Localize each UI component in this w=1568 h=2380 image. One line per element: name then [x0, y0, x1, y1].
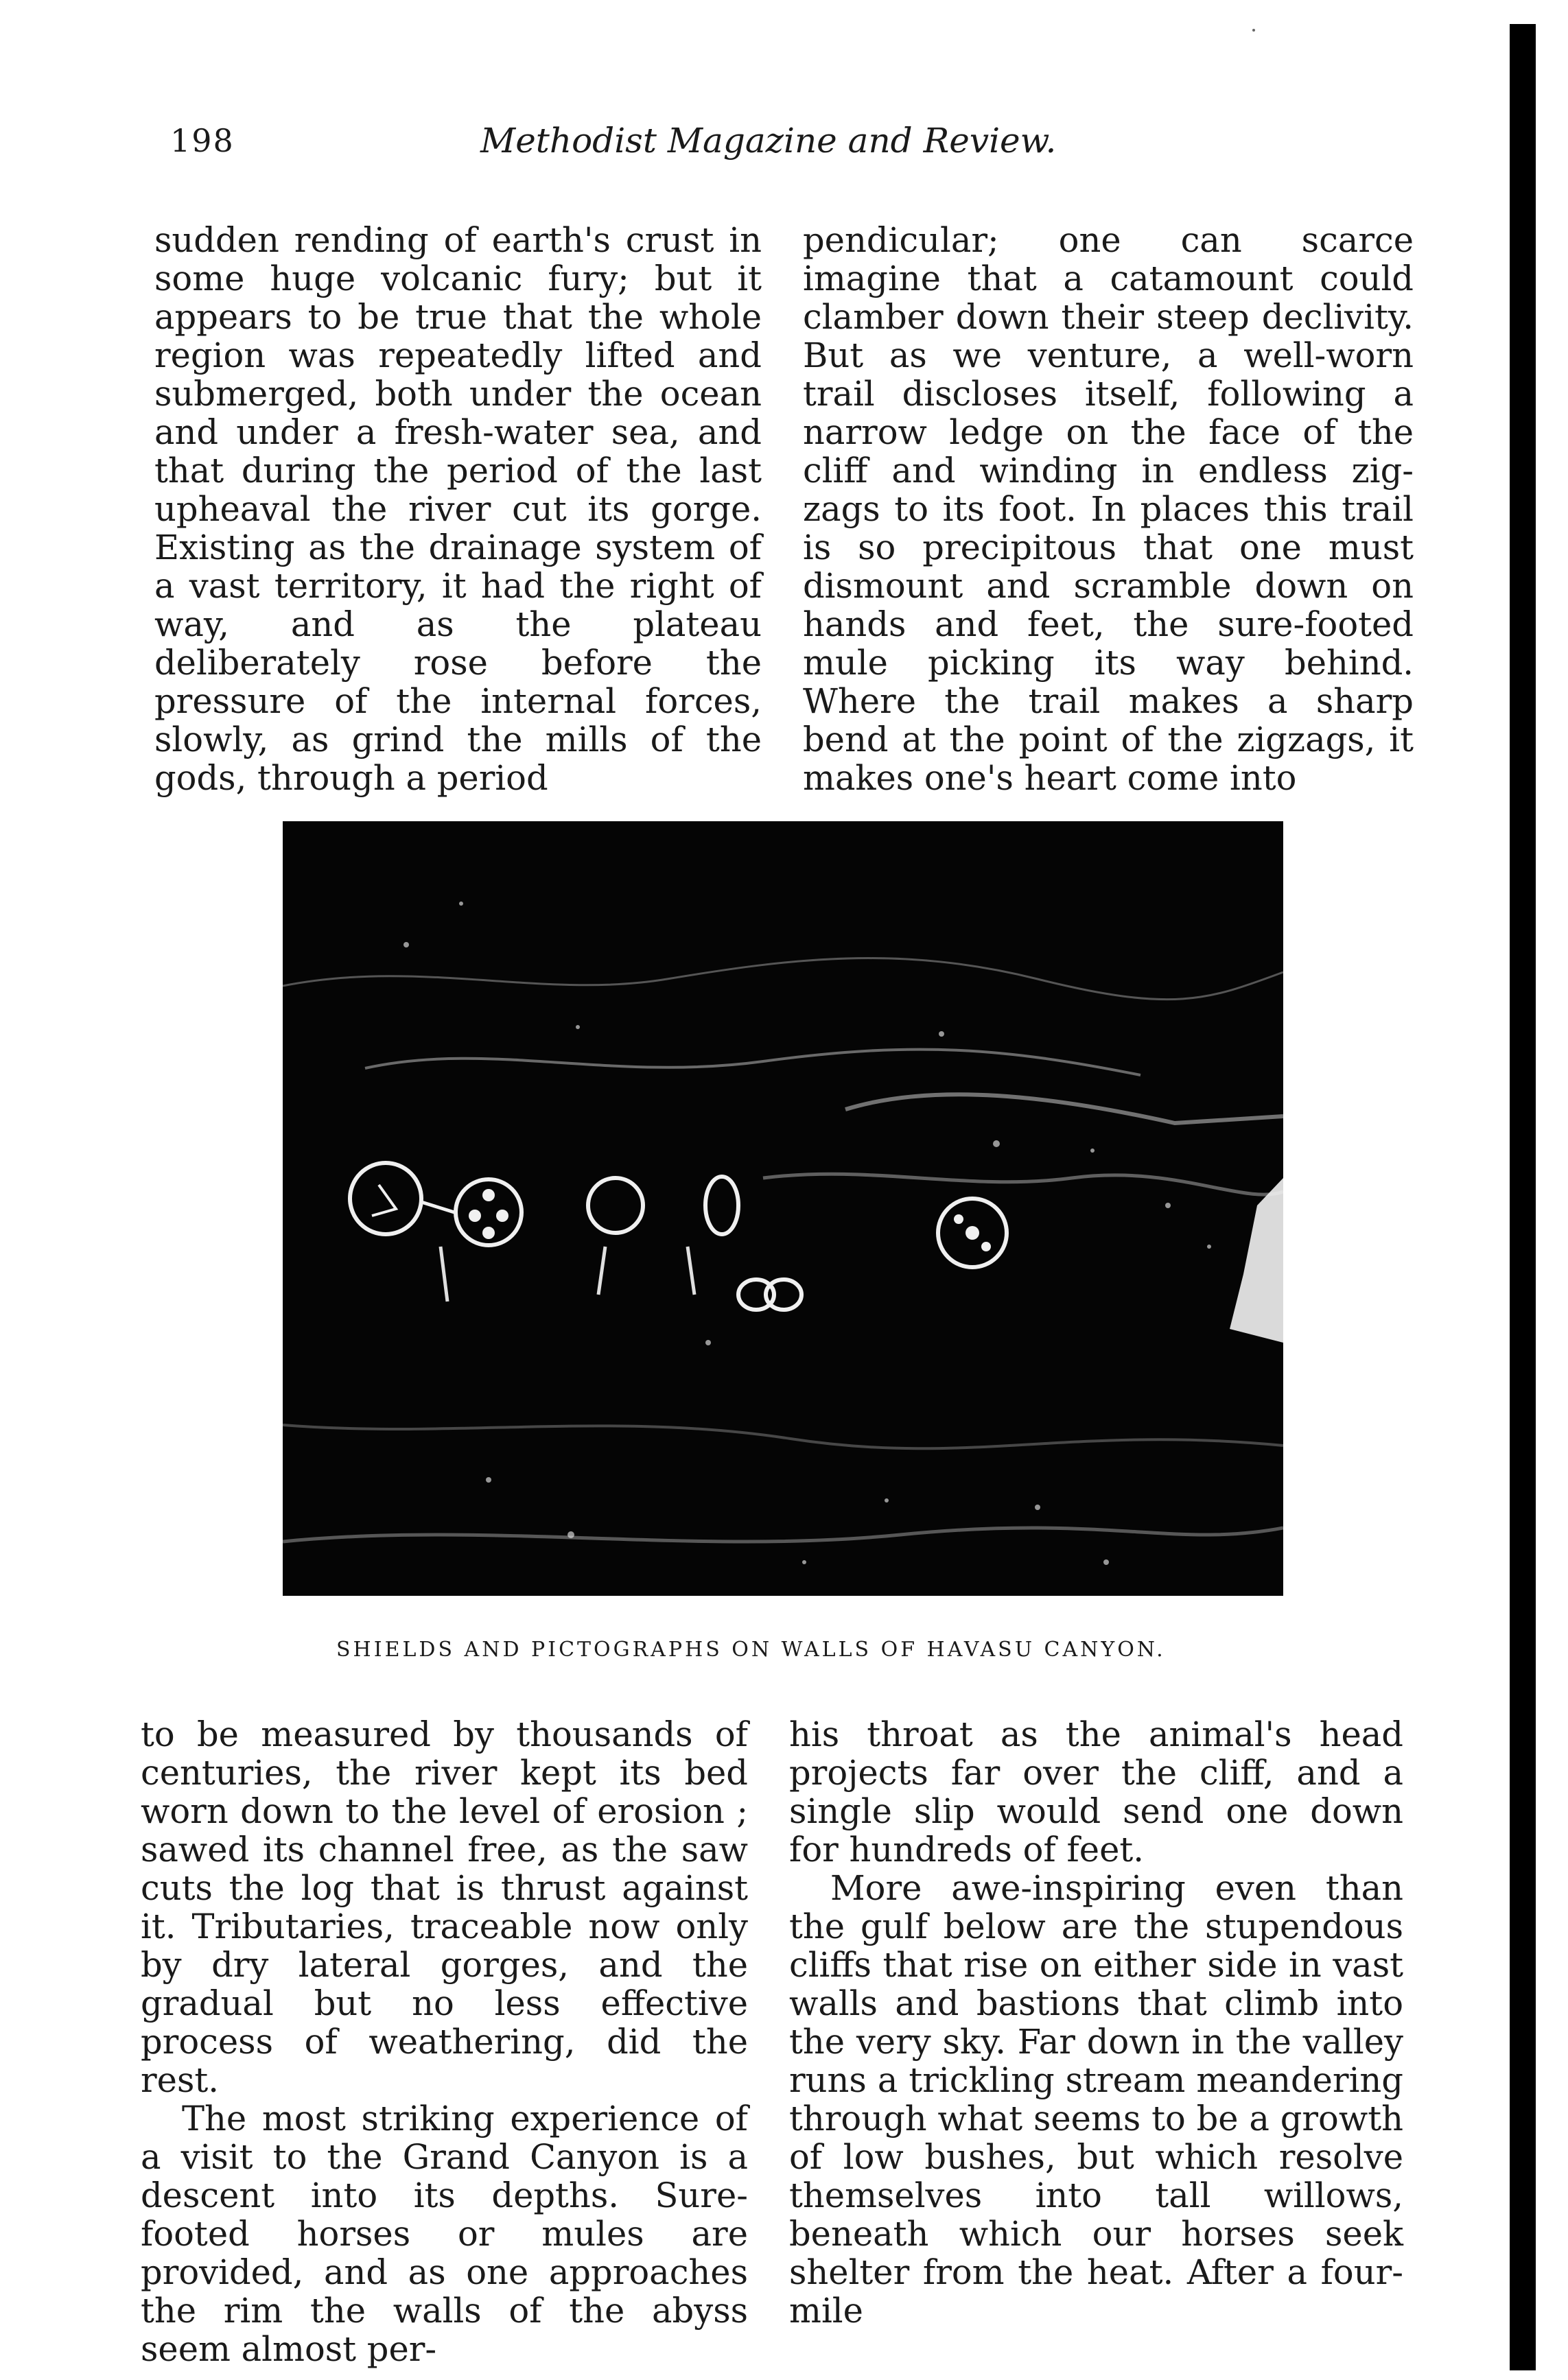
paragraph: his throat as the animal's head projects far over the cliff, and a single slip would send one down for hundreds of feet.: [789, 1715, 1403, 1870]
bottom-right-column: [789, 1715, 1403, 2330]
bottom-left-column: [141, 1715, 748, 2368]
top-right-column: [803, 221, 1414, 797]
paragraph: to be measured by thousands of centuries, the river kept its bed worn down to the level of erosion ; sawed its channel free, as the saw cuts the log that is thrust against it. Tributaries, traceable now only by dry lateral gorges, and the gradual but no less effective process of weathering, did the rest.: [141, 1715, 748, 2100]
pictograph-illustration: [283, 821, 1283, 1596]
running-title: Methodist Magazine and Review.: [480, 121, 1057, 161]
paragraph: sudden rending of earth's crust in some huge volcanic fury; but it appears to be true that the whole region was repeatedly lifted and submerged, both under the ocean and under a fresh-water sea, and that during the period of the last upheaval the river cut its gorge. Existing as the drainage system of a vast territory, it had the right of way, and as the plateau deliberately rose before the pressure of the internal forces, slowly, as grind the mills of the gods, through a period: [154, 220, 762, 798]
illustration-caption: SHIELDS AND PICTOGRAPHS ON WALLS OF HAVASU CANYON.: [336, 1638, 1166, 1662]
paragraph: pendicular; one can scarce imagine that a catamount could clamber down their steep declivity. But as we venture, a well-worn trail discloses itself, following a narrow ledge on the face of the cliff and winding in endless zig-zags to its foot. In places this trail is so precipitous that one must dismount and scramble down on hands and feet, the sure-footed mule picking its way behind. Where the trail makes a sharp bend at the point of the zigzags, it makes one's heart come into: [803, 220, 1414, 798]
paragraph: More awe-inspiring even than the gulf below are the stupendous cliffs that rise on either side in vast walls and bastions that climb into the very sky. Far down in the valley runs a trickling stream meandering through what seems to be a growth of low bushes, but which resolve themselves into tall willows, beneath which our horses seek shelter from the heat. After a four-mile: [789, 1868, 1403, 2331]
canyon-photograph: [283, 821, 1283, 1596]
paper-speck: [1252, 29, 1255, 32]
top-left-column: [154, 221, 762, 797]
page-number: 198: [170, 122, 235, 159]
binding-edge: [1510, 24, 1536, 2370]
paragraph: The most striking experience of a visit to the Grand Canyon is a descent into its depths. Sure-footed horses or mules are provided, and as one approaches the rim the walls of the abyss seem almost per-: [141, 2099, 748, 2369]
